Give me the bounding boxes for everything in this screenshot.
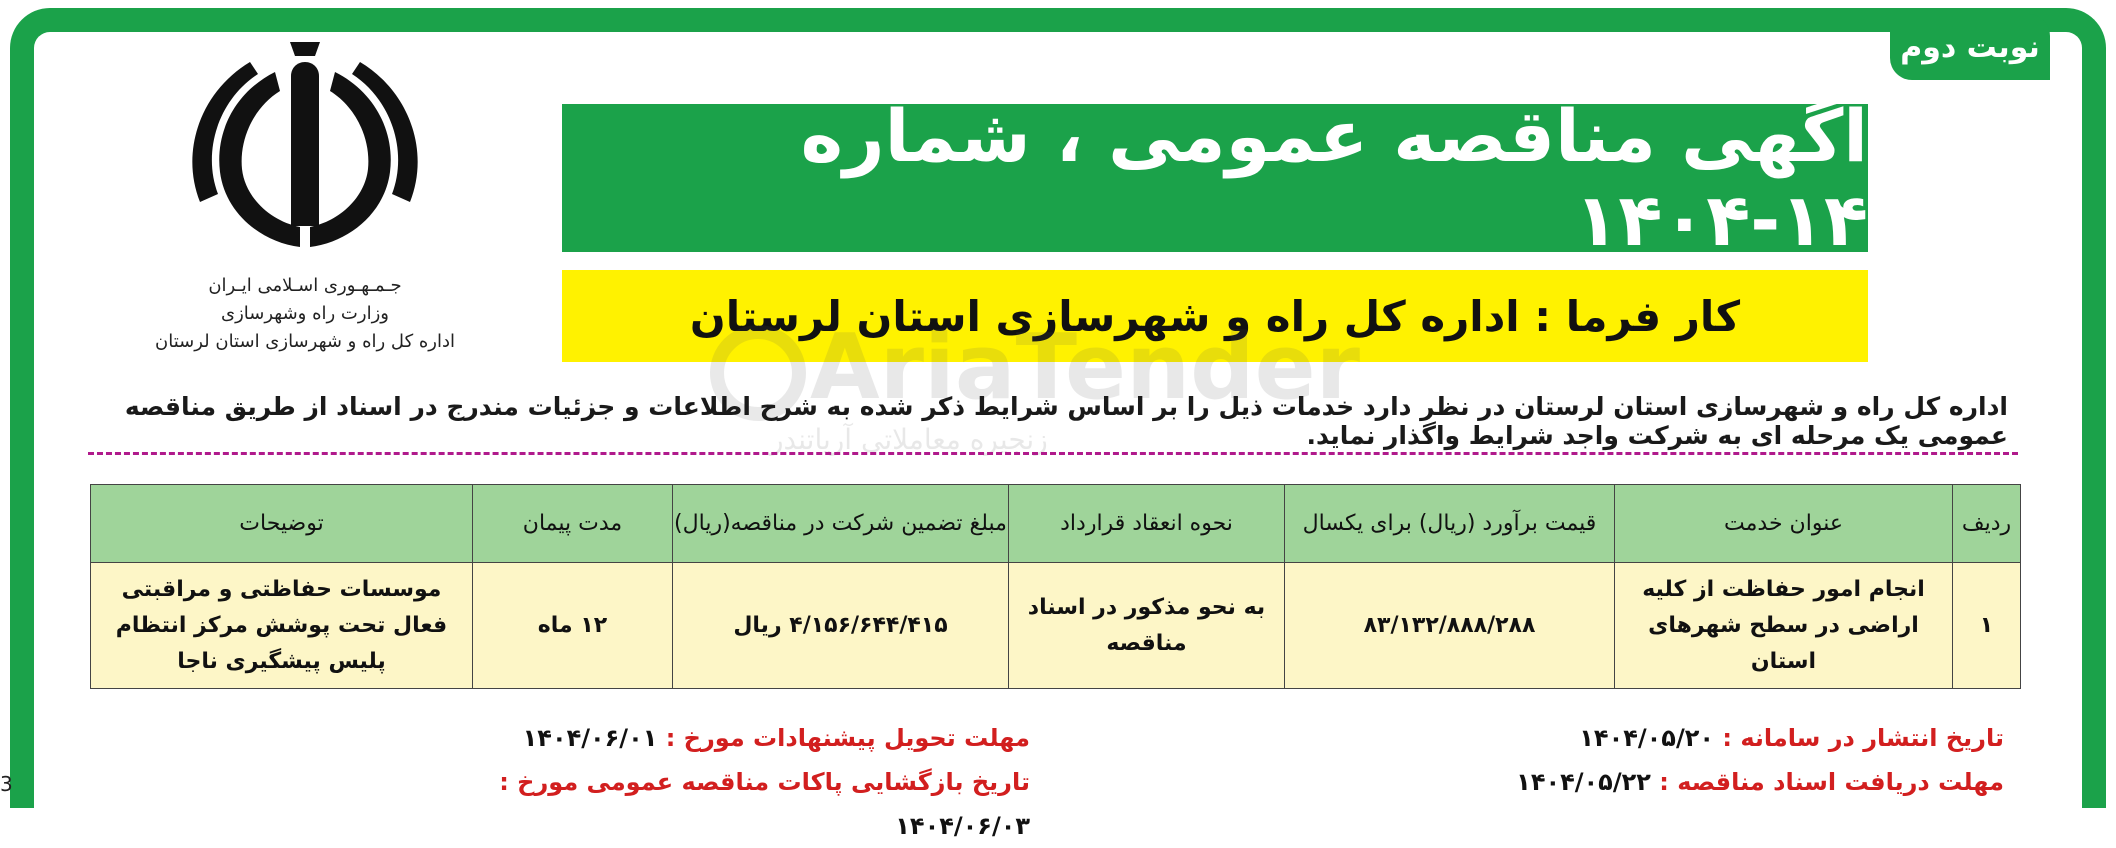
page-title: آگهی مناقصه عمومی ، شماره ۱۴-۱۴۰۴ [562, 104, 1868, 252]
opening-date-value: ۱۴۰۴/۰۶/۰۳ [895, 812, 1030, 840]
col-header: عنوان خدمت [1615, 485, 1953, 563]
cell-estimate: ۸۳/۱۳۲/۸۸۸/۲۸۸ [1285, 563, 1615, 689]
receive-deadline-label: مهلت دریافت اسناد مناقصه : [1659, 768, 2004, 796]
publish-date-label: تاریخ انتشار در سامانه : [1722, 724, 2004, 752]
cell-duration: ۱۲ ماه [473, 563, 673, 689]
opening-date [470, 760, 1030, 848]
submission-deadline-label: مهلت تحویل پیشنهادات مورخ : [665, 724, 1030, 752]
corner-mark: 3 [0, 772, 13, 796]
receive-deadline [1444, 760, 2004, 804]
submission-deadline [470, 716, 1030, 760]
submission-deadline-value: ۱۴۰۴/۰۶/۰۱ [522, 724, 658, 752]
table-header-row [91, 485, 2021, 563]
cell-notes: موسسات حفاظتی و مراقبتی فعال تحت پوشش مرکز انتظام پلیس پیشگیری ناجا [91, 563, 473, 689]
col-header: نحوه انعقاد قرارداد [1009, 485, 1285, 563]
col-header: قیمت برآورد (ریال) برای یکسال [1285, 485, 1615, 563]
employer-banner: کار فرما : اداره کل راه و شهرسازی استان لرستان [562, 270, 1868, 362]
cell-contract: به نحو مذکور در اسناد مناقصه [1009, 563, 1285, 689]
dates-right [1444, 716, 2004, 804]
cell-row-number: ۱ [1953, 563, 2021, 689]
opening-date-label: تاریخ بازگشایی پاکات مناقصه عمومی مورخ : [499, 768, 1030, 796]
publish-date-value: ۱۴۰۴/۰۵/۲۰ [1579, 724, 1714, 752]
table-row [91, 563, 2021, 689]
receive-deadline-value: ۱۴۰۴/۰۵/۲۲ [1516, 768, 1651, 796]
dashed-divider [88, 452, 2018, 455]
col-header: مبلغ تضمین شرکت در مناقصه(ریال) [673, 485, 1009, 563]
emblem-line: اداره کل راه و شهرسازی استان لرستان [155, 331, 455, 352]
cell-service: انجام امور حفاظت از کلیه اراضی در سطح شهرهای استان [1615, 563, 1953, 689]
emblem-line: وزارت راه وشهرسازی [221, 303, 389, 324]
col-header: مدت پیمان [473, 485, 673, 563]
publish-date [1444, 716, 2004, 760]
round-badge: نوبت دوم [1890, 14, 2050, 80]
emblem-line: جـمـهـوری اسـلامی ایـران [208, 275, 402, 296]
iran-emblem-icon [180, 32, 430, 262]
cell-guarantee: ۴/۱۵۶/۶۴۴/۴۱۵ ریال [673, 563, 1009, 689]
col-header: توضیحات [91, 485, 473, 563]
tender-table [90, 484, 2021, 689]
intro-paragraph: اداره کل راه و شهرسازی استان لرستان در نظر دارد خدمات ذیل را بر اساس شرایط ذکر شده به شرح اطلاعات و جزئیات مندرج در اسناد از طریق مناقصه عمومی یک مرحله ای به شرکت واجد شرایط واگذار نماید. [124, 392, 2008, 450]
emblem-caption [130, 272, 480, 356]
col-header: ردیف [1953, 485, 2021, 563]
dates-left [470, 716, 1030, 848]
